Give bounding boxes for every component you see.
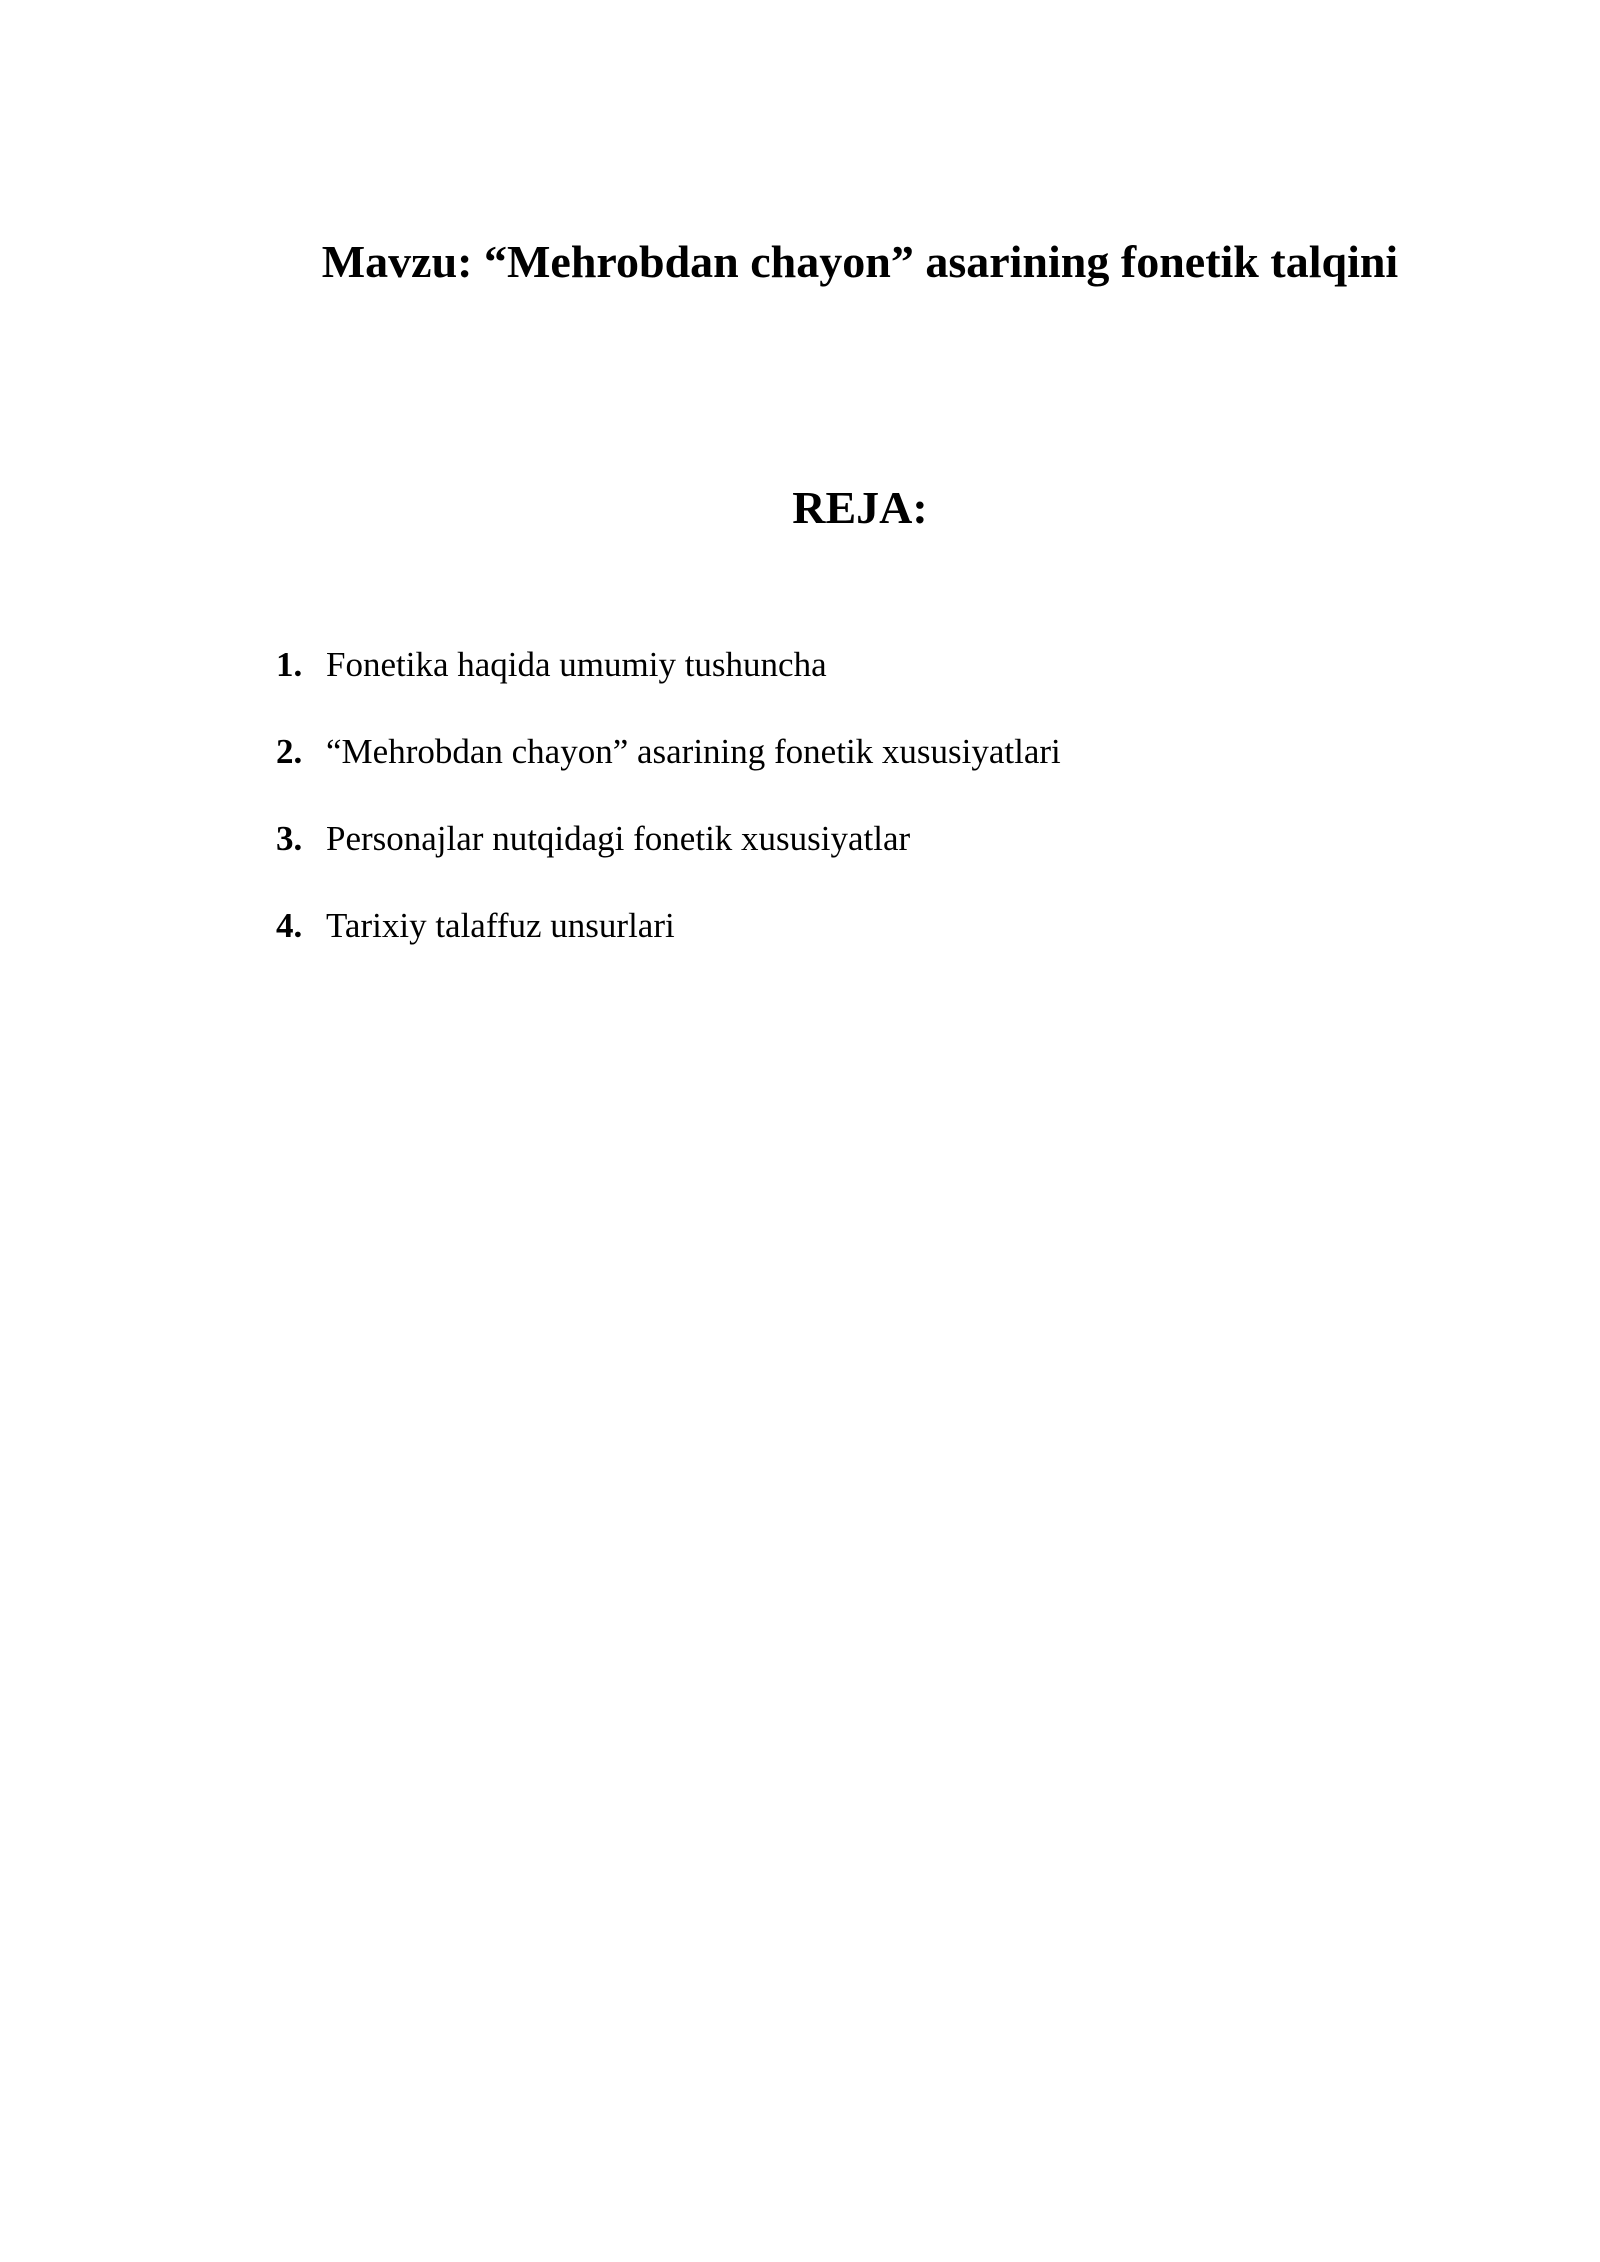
plan-item-2 [276,727,1061,814]
plan-item-3 [276,814,1061,901]
plan-item-text: Fonetika haqida umumiy tushuncha [326,645,827,684]
plan-item-number: 3. [276,819,303,858]
plan-heading: REJA: [792,482,928,533]
plan-item-1 [276,640,1061,727]
plan-list [276,640,1061,988]
plan-item-number: 2. [276,732,303,771]
plan-item-text: “Mehrobdan chayon” asarining fonetik xususiyatlari [326,732,1061,771]
document-title: Mavzu: “Mehrobdan chayon” asarining fonetik talqini [321,236,1399,287]
plan-item-number: 1. [276,645,303,684]
plan-item-text: Personajlar nutqidagi fonetik xususiyatlar [326,819,911,858]
plan-item-number: 4. [276,906,303,945]
plan-item-4 [276,901,1061,988]
plan-item-text: Tarixiy talaffuz unsurlari [326,906,675,945]
